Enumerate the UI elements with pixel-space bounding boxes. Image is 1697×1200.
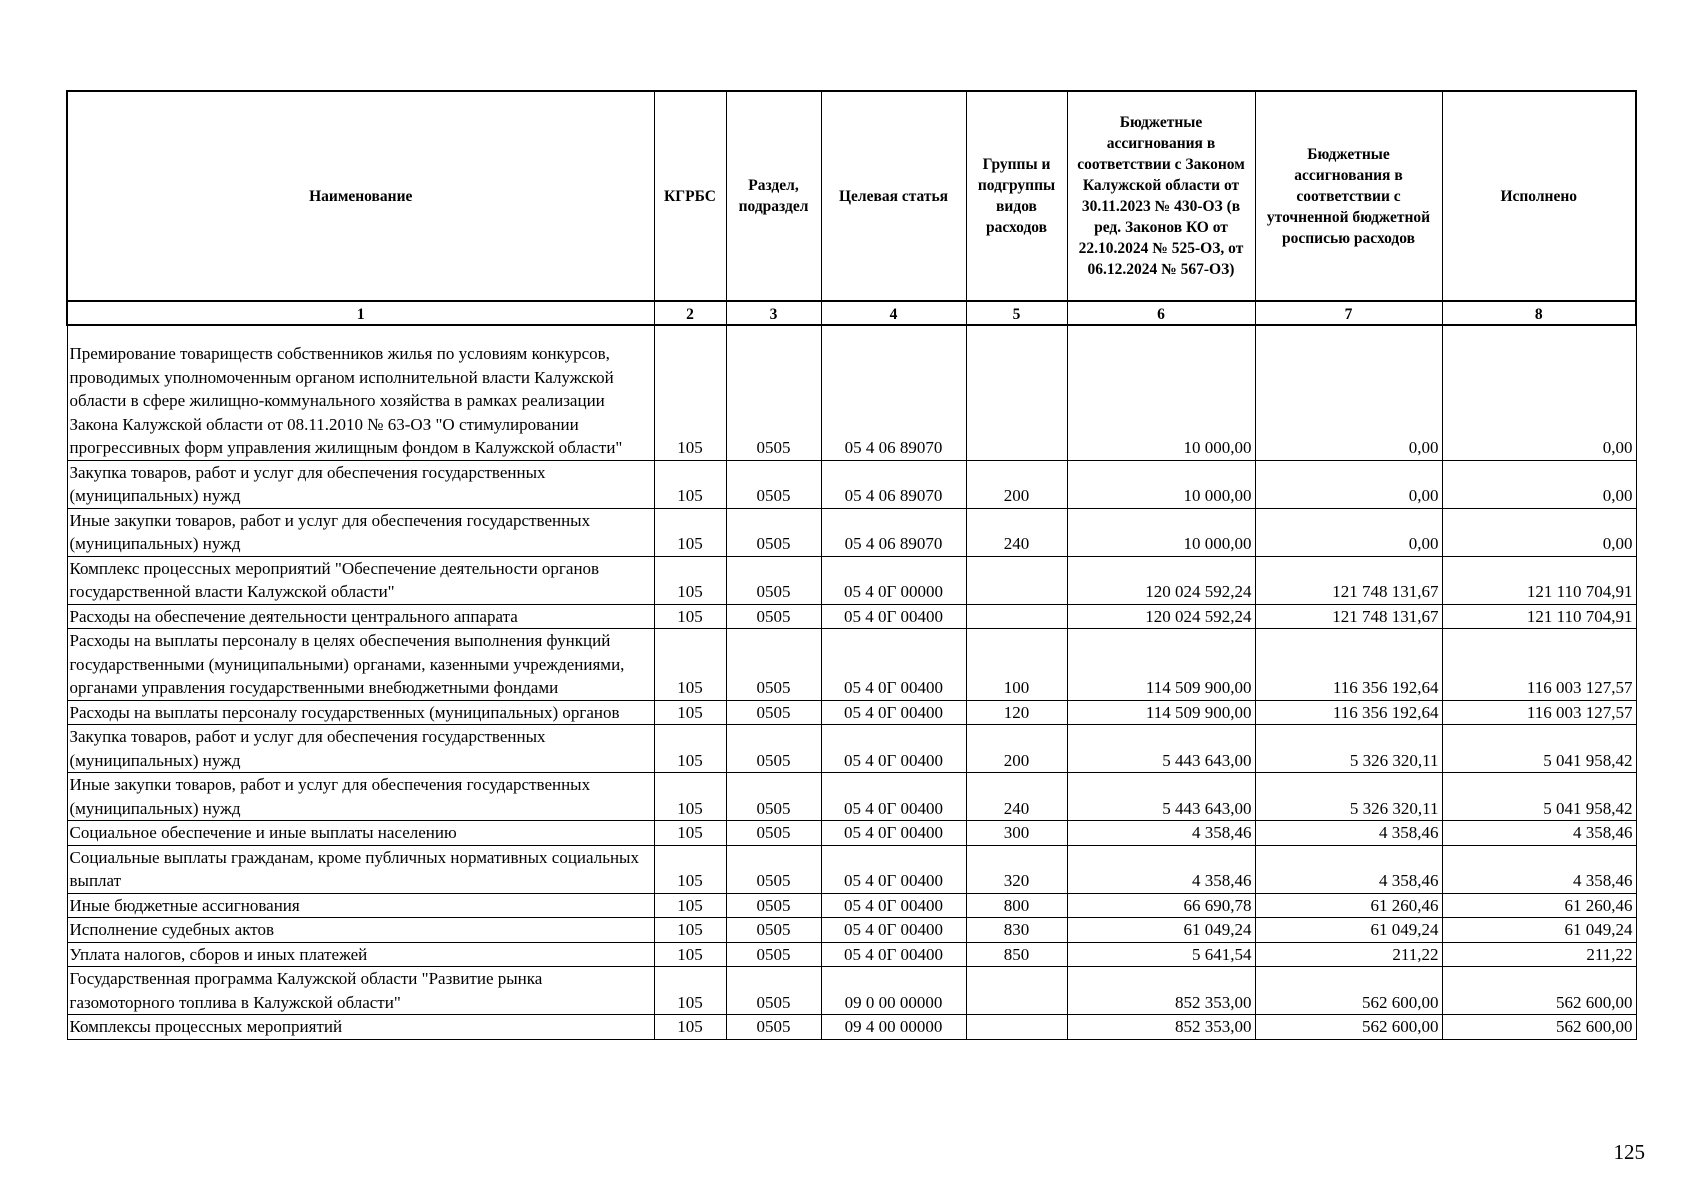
row-kgrbs-cell: 105 — [654, 893, 726, 918]
column-number: 8 — [1442, 301, 1636, 325]
row-target-article-cell: 05 4 06 89070 — [821, 325, 966, 460]
row-refined-allocation-cell: 116 356 192,64 — [1255, 700, 1442, 725]
row-executed-cell: 0,00 — [1442, 325, 1636, 460]
table-row — [67, 942, 1636, 967]
row-law-allocation-cell: 852 353,00 — [1067, 967, 1255, 1015]
row-refined-allocation-cell: 121 748 131,67 — [1255, 604, 1442, 629]
row-refined-allocation-cell: 61 260,46 — [1255, 893, 1442, 918]
row-executed-cell: 211,22 — [1442, 942, 1636, 967]
row-name-cell: Социальное обеспечение и иные выплаты населению — [67, 821, 654, 846]
row-section-cell: 0505 — [726, 893, 821, 918]
column-number: 1 — [67, 301, 654, 325]
row-target-article-cell: 05 4 06 89070 — [821, 460, 966, 508]
row-law-allocation-cell: 120 024 592,24 — [1067, 556, 1255, 604]
row-section-cell: 0505 — [726, 773, 821, 821]
row-kgrbs-cell: 105 — [654, 700, 726, 725]
row-expense-group-cell — [966, 556, 1067, 604]
row-target-article-cell: 05 4 0Г 00400 — [821, 700, 966, 725]
header-section: Раздел, подраздел — [726, 91, 821, 301]
table-row — [67, 629, 1636, 701]
row-executed-cell: 5 041 958,42 — [1442, 773, 1636, 821]
column-number-row — [67, 301, 1636, 325]
row-kgrbs-cell: 105 — [654, 604, 726, 629]
row-target-article-cell: 09 0 00 00000 — [821, 967, 966, 1015]
row-executed-cell: 61 049,24 — [1442, 918, 1636, 943]
row-section-cell: 0505 — [726, 556, 821, 604]
column-number: 5 — [966, 301, 1067, 325]
row-executed-cell: 562 600,00 — [1442, 967, 1636, 1015]
table-row — [67, 700, 1636, 725]
column-number: 7 — [1255, 301, 1442, 325]
row-name-cell: Расходы на выплаты персоналу в целях обеспечения выполнения функций государственными (муниципальными) органами, казенными учреждениями, органами управления государственными внебюджетными фондами — [67, 629, 654, 701]
row-kgrbs-cell: 105 — [654, 1015, 726, 1040]
row-kgrbs-cell: 105 — [654, 773, 726, 821]
row-executed-cell: 0,00 — [1442, 508, 1636, 556]
row-executed-cell: 4 358,46 — [1442, 845, 1636, 893]
row-section-cell: 0505 — [726, 845, 821, 893]
row-target-article-cell: 05 4 0Г 00400 — [821, 773, 966, 821]
row-expense-group-cell: 100 — [966, 629, 1067, 701]
row-section-cell: 0505 — [726, 508, 821, 556]
row-refined-allocation-cell: 0,00 — [1255, 460, 1442, 508]
row-target-article-cell: 05 4 0Г 00400 — [821, 893, 966, 918]
row-section-cell: 0505 — [726, 1015, 821, 1040]
row-target-article-cell: 05 4 0Г 00000 — [821, 556, 966, 604]
row-name-cell: Социальные выплаты гражданам, кроме публичных нормативных социальных выплат — [67, 845, 654, 893]
row-law-allocation-cell: 852 353,00 — [1067, 1015, 1255, 1040]
row-expense-group-cell: 120 — [966, 700, 1067, 725]
row-name-cell: Комплекс процессных мероприятий "Обеспечение деятельности органов государственной власти Калужской области" — [67, 556, 654, 604]
row-law-allocation-cell: 120 024 592,24 — [1067, 604, 1255, 629]
row-refined-allocation-cell: 0,00 — [1255, 508, 1442, 556]
row-executed-cell: 121 110 704,91 — [1442, 604, 1636, 629]
row-expense-group-cell: 830 — [966, 918, 1067, 943]
row-target-article-cell: 09 4 00 00000 — [821, 1015, 966, 1040]
row-target-article-cell: 05 4 0Г 00400 — [821, 629, 966, 701]
row-kgrbs-cell: 105 — [654, 460, 726, 508]
row-kgrbs-cell: 105 — [654, 725, 726, 773]
row-executed-cell: 116 003 127,57 — [1442, 700, 1636, 725]
table-row — [67, 556, 1636, 604]
row-expense-group-cell: 320 — [966, 845, 1067, 893]
row-expense-group-cell: 800 — [966, 893, 1067, 918]
row-expense-group-cell: 240 — [966, 773, 1067, 821]
row-section-cell: 0505 — [726, 967, 821, 1015]
row-refined-allocation-cell: 5 326 320,11 — [1255, 773, 1442, 821]
table-row — [67, 773, 1636, 821]
row-kgrbs-cell: 105 — [654, 556, 726, 604]
row-name-cell: Премирование товариществ собственников жилья по условиям конкурсов, проводимых уполномоченным органом исполнительной власти Калужской области в сфере жилищно-коммунального хозяйства в рамках реализации Закона Калужской области от 08.11.2010 № 63-ОЗ "О стимулировании прогрессивных форм управления жилищным фондом в Калужской области" — [67, 325, 654, 460]
row-law-allocation-cell: 5 641,54 — [1067, 942, 1255, 967]
row-name-cell: Уплата налогов, сборов и иных платежей — [67, 942, 654, 967]
row-kgrbs-cell: 105 — [654, 508, 726, 556]
row-section-cell: 0505 — [726, 325, 821, 460]
row-refined-allocation-cell: 0,00 — [1255, 325, 1442, 460]
column-number: 6 — [1067, 301, 1255, 325]
row-law-allocation-cell: 61 049,24 — [1067, 918, 1255, 943]
row-section-cell: 0505 — [726, 918, 821, 943]
row-expense-group-cell: 300 — [966, 821, 1067, 846]
row-target-article-cell: 05 4 0Г 00400 — [821, 821, 966, 846]
row-expense-group-cell: 850 — [966, 942, 1067, 967]
row-refined-allocation-cell: 562 600,00 — [1255, 1015, 1442, 1040]
row-kgrbs-cell: 105 — [654, 325, 726, 460]
header-kgrbs: КГРБС — [654, 91, 726, 301]
row-refined-allocation-cell: 121 748 131,67 — [1255, 556, 1442, 604]
row-kgrbs-cell: 105 — [654, 967, 726, 1015]
row-target-article-cell: 05 4 0Г 00400 — [821, 918, 966, 943]
table-row — [67, 967, 1636, 1015]
table-row — [67, 725, 1636, 773]
row-kgrbs-cell: 105 — [654, 942, 726, 967]
budget-execution-table — [66, 90, 1637, 1040]
row-name-cell: Закупка товаров, работ и услуг для обеспечения государственных (муниципальных) нужд — [67, 725, 654, 773]
header-target-article: Целевая статья — [821, 91, 966, 301]
row-name-cell: Комплексы процессных мероприятий — [67, 1015, 654, 1040]
column-number: 4 — [821, 301, 966, 325]
row-law-allocation-cell: 5 443 643,00 — [1067, 773, 1255, 821]
row-executed-cell: 121 110 704,91 — [1442, 556, 1636, 604]
row-name-cell: Иные бюджетные ассигнования — [67, 893, 654, 918]
header-expense-group: Группы и подгруппы видов расходов — [966, 91, 1067, 301]
row-law-allocation-cell: 4 358,46 — [1067, 821, 1255, 846]
row-section-cell: 0505 — [726, 629, 821, 701]
row-law-allocation-cell: 10 000,00 — [1067, 508, 1255, 556]
row-executed-cell: 562 600,00 — [1442, 1015, 1636, 1040]
row-refined-allocation-cell: 5 326 320,11 — [1255, 725, 1442, 773]
row-refined-allocation-cell: 562 600,00 — [1255, 967, 1442, 1015]
row-law-allocation-cell: 10 000,00 — [1067, 460, 1255, 508]
row-name-cell: Расходы на выплаты персоналу государственных (муниципальных) органов — [67, 700, 654, 725]
row-name-cell: Закупка товаров, работ и услуг для обеспечения государственных (муниципальных) нужд — [67, 460, 654, 508]
row-target-article-cell: 05 4 06 89070 — [821, 508, 966, 556]
row-expense-group-cell: 240 — [966, 508, 1067, 556]
row-law-allocation-cell: 10 000,00 — [1067, 325, 1255, 460]
row-name-cell: Иные закупки товаров, работ и услуг для обеспечения государственных (муниципальных) нужд — [67, 773, 654, 821]
table-row — [67, 893, 1636, 918]
row-name-cell: Иные закупки товаров, работ и услуг для обеспечения государственных (муниципальных) нужд — [67, 508, 654, 556]
column-number: 3 — [726, 301, 821, 325]
row-section-cell: 0505 — [726, 700, 821, 725]
page-number: 125 — [1613, 1140, 1645, 1164]
row-executed-cell: 116 003 127,57 — [1442, 629, 1636, 701]
row-expense-group-cell — [966, 1015, 1067, 1040]
table-row — [67, 845, 1636, 893]
table-row — [67, 918, 1636, 943]
row-section-cell: 0505 — [726, 604, 821, 629]
row-law-allocation-cell: 114 509 900,00 — [1067, 629, 1255, 701]
row-target-article-cell: 05 4 0Г 00400 — [821, 942, 966, 967]
row-expense-group-cell: 200 — [966, 725, 1067, 773]
row-refined-allocation-cell: 4 358,46 — [1255, 845, 1442, 893]
row-kgrbs-cell: 105 — [654, 845, 726, 893]
table-body — [67, 325, 1636, 1039]
table-row — [67, 604, 1636, 629]
row-section-cell: 0505 — [726, 460, 821, 508]
row-name-cell: Государственная программа Калужской области "Развитие рынка газомоторного топлива в Калужской области" — [67, 967, 654, 1015]
row-refined-allocation-cell: 4 358,46 — [1255, 821, 1442, 846]
row-expense-group-cell — [966, 325, 1067, 460]
row-refined-allocation-cell: 61 049,24 — [1255, 918, 1442, 943]
row-expense-group-cell — [966, 604, 1067, 629]
row-executed-cell: 0,00 — [1442, 460, 1636, 508]
row-executed-cell: 61 260,46 — [1442, 893, 1636, 918]
row-section-cell: 0505 — [726, 725, 821, 773]
row-section-cell: 0505 — [726, 942, 821, 967]
row-target-article-cell: 05 4 0Г 00400 — [821, 604, 966, 629]
row-law-allocation-cell: 4 358,46 — [1067, 845, 1255, 893]
table-row — [67, 1015, 1636, 1040]
header-refined-allocations: Бюджетные ассигнования в соответствии с уточненной бюджетной росписью расходов — [1255, 91, 1442, 301]
row-law-allocation-cell: 5 443 643,00 — [1067, 725, 1255, 773]
row-executed-cell: 5 041 958,42 — [1442, 725, 1636, 773]
column-number: 2 — [654, 301, 726, 325]
table-row — [67, 460, 1636, 508]
row-target-article-cell: 05 4 0Г 00400 — [821, 845, 966, 893]
header-row — [67, 91, 1636, 301]
row-kgrbs-cell: 105 — [654, 821, 726, 846]
row-expense-group-cell: 200 — [966, 460, 1067, 508]
row-expense-group-cell — [966, 967, 1067, 1015]
table-row — [67, 325, 1636, 460]
row-executed-cell: 4 358,46 — [1442, 821, 1636, 846]
row-law-allocation-cell: 66 690,78 — [1067, 893, 1255, 918]
row-refined-allocation-cell: 116 356 192,64 — [1255, 629, 1442, 701]
row-name-cell: Расходы на обеспечение деятельности центрального аппарата — [67, 604, 654, 629]
header-law-allocations: Бюджетные ассигнования в соответствии с Законом Калужской области от 30.11.2023 № 430-ОЗ (в ред. Законов КО от 22.10.2024 № 525-ОЗ, от 06.12.2024 № 567-ОЗ) — [1067, 91, 1255, 301]
row-law-allocation-cell: 114 509 900,00 — [1067, 700, 1255, 725]
row-refined-allocation-cell: 211,22 — [1255, 942, 1442, 967]
table-row — [67, 821, 1636, 846]
header-executed: Исполнено — [1442, 91, 1636, 301]
row-target-article-cell: 05 4 0Г 00400 — [821, 725, 966, 773]
row-kgrbs-cell: 105 — [654, 918, 726, 943]
table-row — [67, 508, 1636, 556]
header-name: Наименование — [67, 91, 654, 301]
row-name-cell: Исполнение судебных актов — [67, 918, 654, 943]
row-kgrbs-cell: 105 — [654, 629, 726, 701]
row-section-cell: 0505 — [726, 821, 821, 846]
